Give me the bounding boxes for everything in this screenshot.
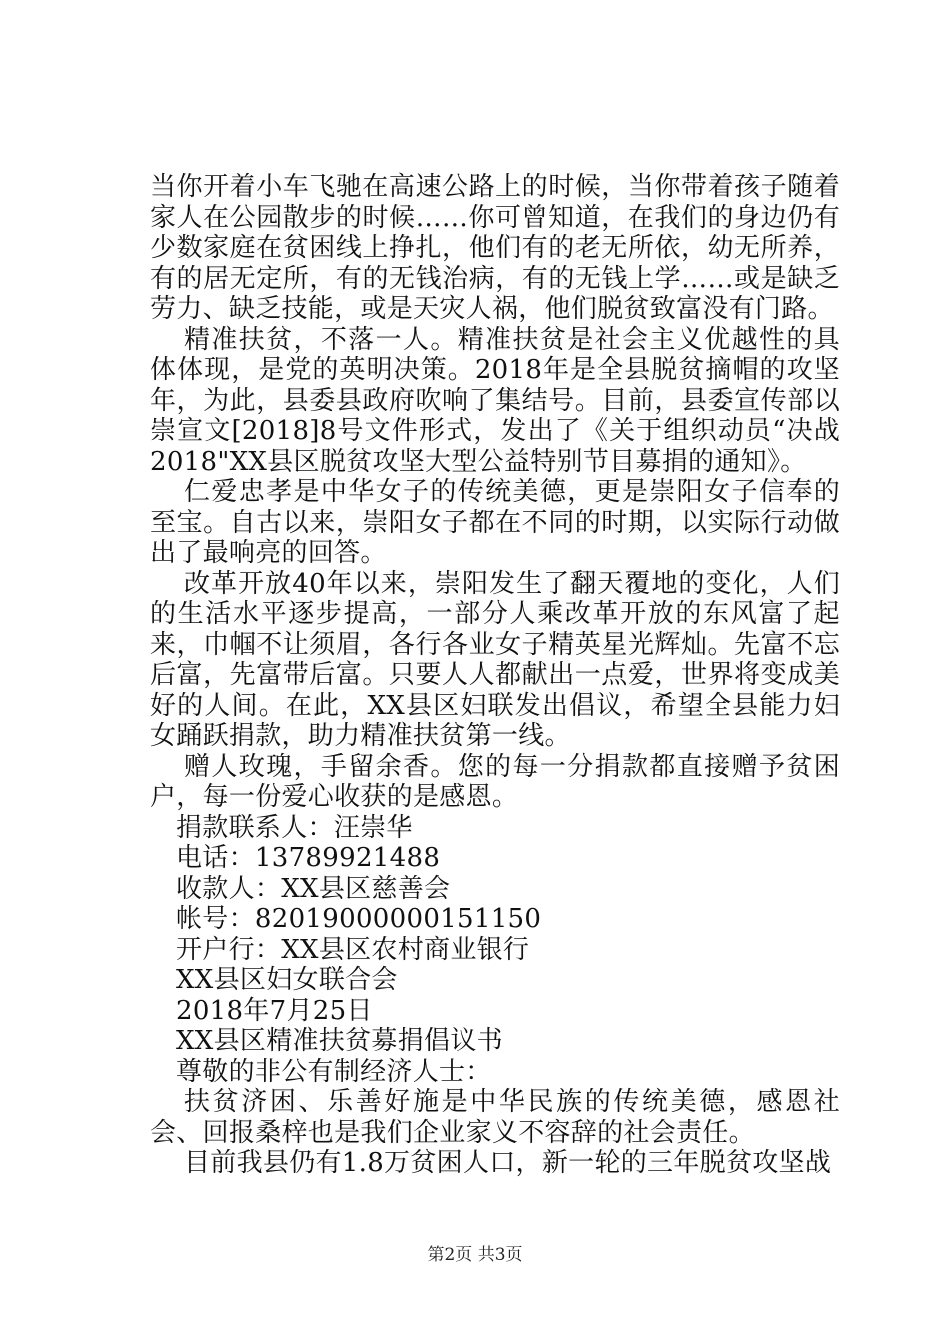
- document-body: [150, 172, 840, 1179]
- payee-line: 收款人：XX县区慈善会: [176, 873, 451, 904]
- paragraph-roses: 赠人玫瑰，手留余香。您的每一分捐款都直接赠予贫困户，每一份爱心收获的是感恩。: [150, 751, 840, 812]
- proposal-title: XX县区精准扶贫募捐倡议书: [176, 1026, 503, 1056]
- contact-person-line: 捐款联系人：汪崇华: [176, 812, 413, 843]
- paragraph-virtue: 仁爱忠孝是中华女子的传统美德，更是崇阳女子信奉的至宝。自古以来，崇阳女子都在不同的时期，以实际行动做出了最响亮的回答。: [150, 477, 840, 568]
- salutation-line: 尊敬的非公有制经济人士：: [176, 1056, 492, 1087]
- page-number-footer: 第2页 共3页: [427, 1245, 523, 1265]
- phone-line: 电话：13789921488: [176, 843, 441, 873]
- paragraph-reform: 改革开放40年以来，崇阳发生了翻天覆地的变化，人们的生活水平逐步提高，一部分人乘改革开放的东风富了起来，巾帼不让须眉，各行各业女子精英星光辉灿。先富不忘后富，先富带后富。只要人人都献出一点爱，世界将变成美好的人间。在此，XX县区妇联发出倡议，希望全县能力妇女踊跃捐款，助力精准扶贫第一线。: [150, 568, 840, 751]
- bank-line: 开户行：XX县区农村商业银行: [176, 934, 530, 965]
- account-line: 帐号：82019000000151150: [176, 904, 542, 934]
- signatory-line: XX县区妇女联合会: [176, 965, 398, 995]
- paragraph-intro: 当你开着小车飞驰在高速公路上的时候，当你带着孩子随着家人在公园散步的时候……你可曾知道，在我们的身边仍有少数家庭在贫困线上挣扎，他们有的老无所依，幼无所养，有的居无定所，有的无钱治病，有的无钱上学……或是缺乏劳力、缺乏技能，或是天灾人祸，他们脱贫致富没有门路。: [150, 172, 840, 324]
- paragraph-current: 目前我县仍有1.8万贫困人口，新一轮的三年脱贫攻坚战: [184, 1148, 832, 1178]
- paragraph-precise-poverty: 精准扶贫，不落一人。精准扶贫是社会主义优越性的具体体现，是党的英明决策。2018年是全县脱贫摘帽的攻坚年，为此，县委县政府吹响了集结号。目前，县委宣传部以崇宣文[2018]8号文件形式，发出了《关于组织动员“决战2018"XX县区脱贫攻坚大型公益特别节目募捐的通知》。: [150, 324, 840, 477]
- paragraph-charity: 扶贫济困、乐善好施是中华民族的传统美德，感恩社会、回报桑梓也是我们企业家义不容辞的社会责任。: [150, 1087, 840, 1148]
- date-line: 2018年7月25日: [176, 995, 373, 1026]
